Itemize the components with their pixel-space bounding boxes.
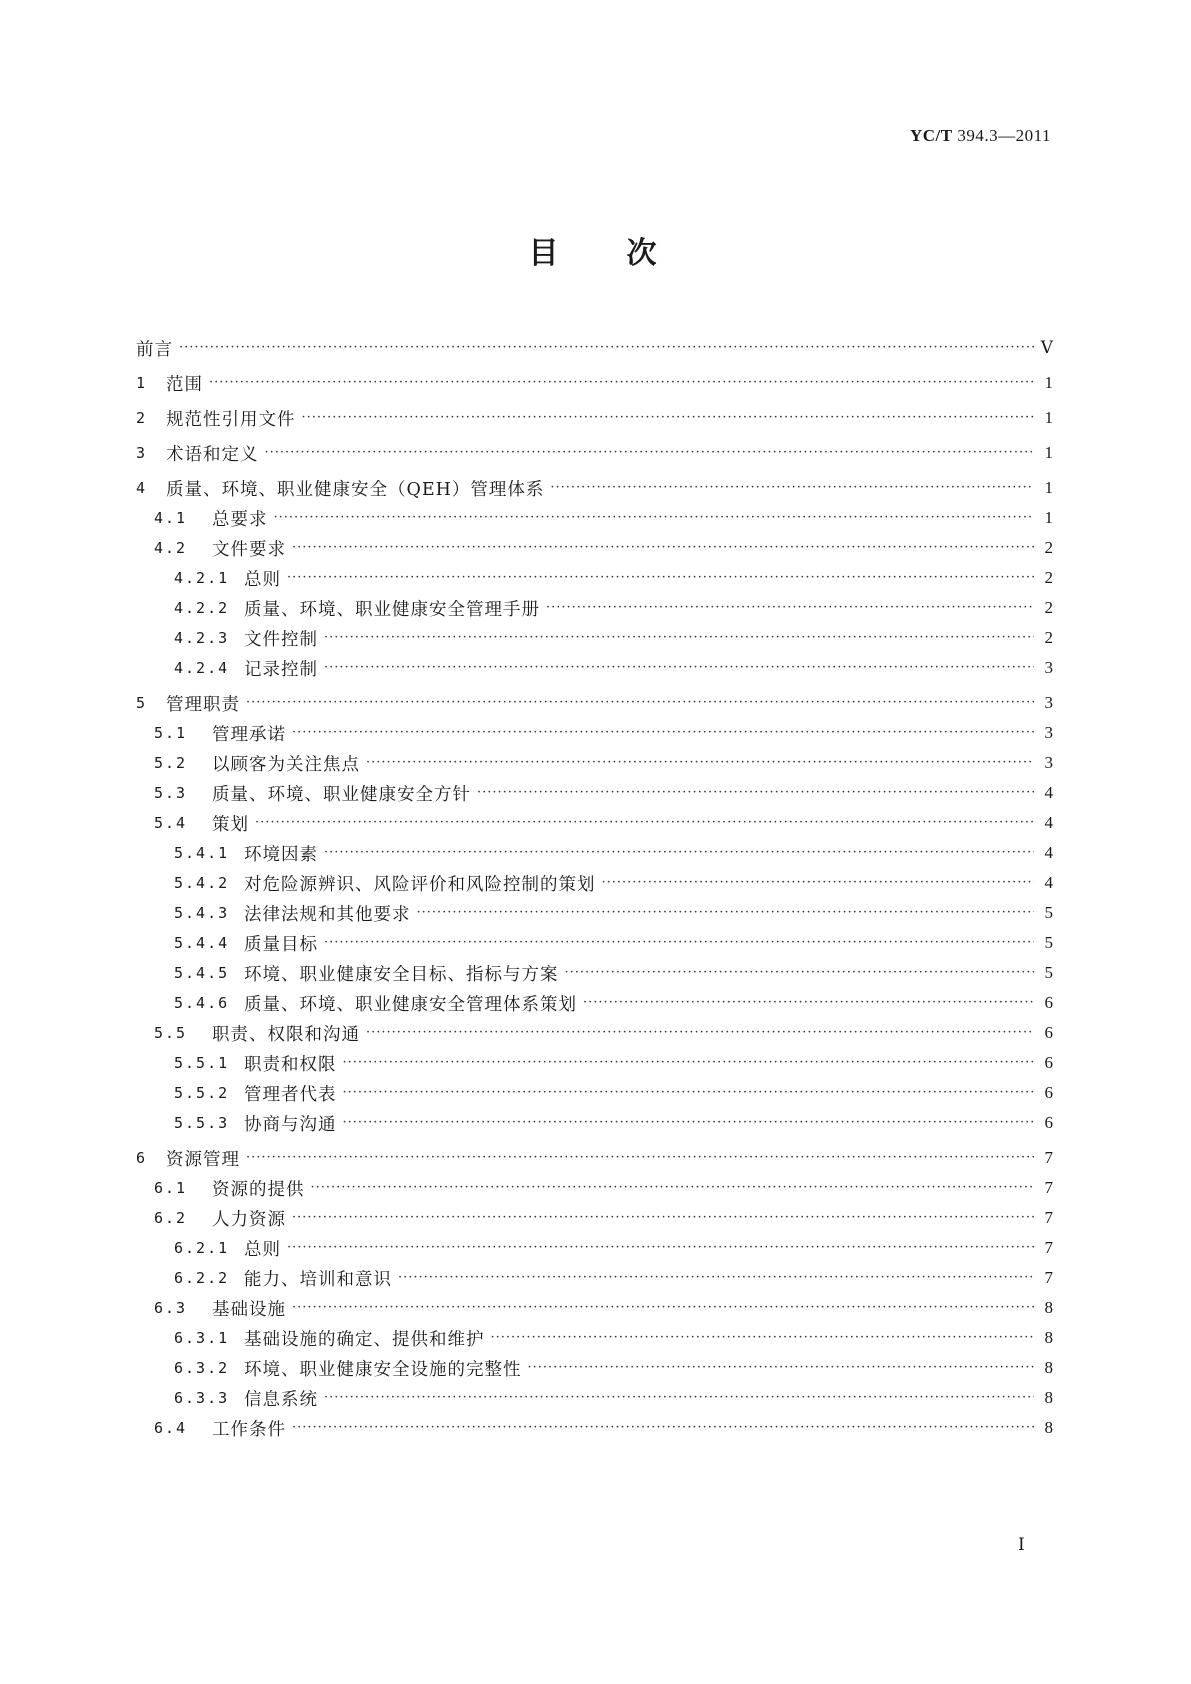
toc-entry-title: 法律法规和其他要求 <box>244 904 411 925</box>
title-char-1: 目 <box>528 236 565 271</box>
toc-entry-number: 4.2.4 <box>174 659 230 677</box>
toc-leader-dots <box>292 1295 1034 1321</box>
toc-entry-page: 1 <box>1044 478 1054 497</box>
toc-leader-dots <box>265 440 1035 466</box>
toc-entry-number: 5 <box>136 694 148 712</box>
toc-entry-title: 前言 <box>136 339 173 360</box>
toc-entry[interactable] <box>174 930 1054 956</box>
standard-code-number: 394.3—2011 <box>957 126 1051 145</box>
toc-leader-dots <box>324 930 1034 956</box>
toc-entry-title: 对危险源辨识、风险评价和风险控制的策划 <box>244 874 596 895</box>
toc-entry-title: 质量、环境、职业健康安全方针 <box>212 784 471 805</box>
toc-leader-dots <box>324 1385 1034 1411</box>
toc-entry-title: 管理者代表 <box>244 1084 337 1105</box>
toc-entry-number: 6.3 <box>154 1299 188 1317</box>
toc-entry[interactable] <box>174 840 1054 866</box>
toc-leader-dots <box>343 1080 1035 1106</box>
toc-leader-dots <box>246 690 1034 716</box>
toc-leader-dots <box>209 370 1034 396</box>
toc-entry-page: 1 <box>1044 443 1054 462</box>
toc-entry[interactable] <box>136 440 1054 466</box>
toc-entry-number: 6.4 <box>154 1419 188 1437</box>
toc-entry[interactable] <box>154 1175 1054 1201</box>
toc-entry-page: 4 <box>1044 783 1054 802</box>
title-char-2: 次 <box>626 236 663 271</box>
toc-entry-title: 以顾客为关注焦点 <box>212 754 360 775</box>
toc-entry-page: 1 <box>1044 408 1054 427</box>
toc-entry-number: 2 <box>136 409 148 427</box>
toc-leader-dots <box>528 1355 1035 1381</box>
toc-entry[interactable] <box>136 370 1054 396</box>
standard-code-prefix: YC/T <box>910 126 953 145</box>
toc-entry-number: 5.1 <box>154 724 188 742</box>
toc-leader-dots <box>302 405 1035 431</box>
toc-entry-page: 2 <box>1044 628 1054 647</box>
toc-leader-dots <box>274 505 1035 531</box>
toc-entry-title: 资源管理 <box>166 1149 240 1170</box>
toc-entry-page: 8 <box>1044 1418 1054 1437</box>
toc-entry-page: 4 <box>1044 843 1054 862</box>
toc-entry-page: 8 <box>1044 1328 1054 1347</box>
toc-entry-number: 6.2.2 <box>174 1269 230 1287</box>
toc-leader-dots <box>343 1110 1035 1136</box>
toc-leader-dots <box>343 1050 1035 1076</box>
toc-entry-number: 6.3.3 <box>174 1389 230 1407</box>
toc-entry-number: 4.2.3 <box>174 629 230 647</box>
toc-entry-title: 环境、职业健康安全目标、指标与方案 <box>244 964 559 985</box>
toc-entry-page: 2 <box>1044 538 1054 557</box>
toc-entry-title: 管理职责 <box>166 694 240 715</box>
toc-entry[interactable] <box>154 1205 1054 1231</box>
toc-entry-title: 质量目标 <box>244 934 318 955</box>
toc-entry-page: 3 <box>1044 658 1054 677</box>
toc-entry-title: 协商与沟通 <box>244 1114 337 1135</box>
toc-entry[interactable] <box>174 565 1054 591</box>
toc-entry-number: 6 <box>136 1149 148 1167</box>
toc-entry-page: 7 <box>1044 1238 1054 1257</box>
toc-entry-page: 2 <box>1044 568 1054 587</box>
toc-entry-page: 7 <box>1044 1268 1054 1287</box>
toc-entry-number: 5.4.2 <box>174 874 230 892</box>
toc-entry-number: 6.3.2 <box>174 1359 230 1377</box>
toc-leader-dots <box>366 1020 1034 1046</box>
toc-entry-number: 4.2.1 <box>174 569 230 587</box>
toc-entry-number: 6.2 <box>154 1209 188 1227</box>
toc-entry-number: 5.5.3 <box>174 1114 230 1132</box>
toc-leader-dots <box>287 565 1034 591</box>
toc-entry-number: 3 <box>136 444 148 462</box>
toc-leader-dots <box>292 1415 1034 1441</box>
toc-entry-title: 总则 <box>244 569 281 590</box>
toc-entry-number: 5.4.1 <box>174 844 230 862</box>
toc-leader-dots <box>417 900 1035 926</box>
toc-leader-dots <box>255 810 1034 836</box>
toc-leader-dots <box>398 1265 1034 1291</box>
toc-entry[interactable] <box>174 1110 1054 1136</box>
toc-entry-title: 管理承诺 <box>212 724 286 745</box>
toc-entry[interactable] <box>154 505 1054 531</box>
toc-entry-page: 7 <box>1044 1208 1054 1227</box>
toc-entry[interactable] <box>174 1385 1054 1411</box>
toc-entry-title: 记录控制 <box>244 659 318 680</box>
toc-entry-title: 文件要求 <box>212 539 286 560</box>
toc-entry-page: 1 <box>1044 373 1054 392</box>
toc-entry-number: 4.2 <box>154 539 188 557</box>
toc-leader-dots <box>565 960 1035 986</box>
toc-entry[interactable] <box>136 1145 1054 1171</box>
toc-entry-title: 范围 <box>166 374 203 395</box>
page-title <box>0 228 1191 272</box>
toc-leader-dots <box>246 1145 1034 1171</box>
toc-leader-dots <box>324 655 1034 681</box>
toc-leader-dots <box>602 870 1035 896</box>
toc-entry-title: 基础设施 <box>212 1299 286 1320</box>
toc-entry-title: 资源的提供 <box>212 1179 305 1200</box>
toc-entry-title: 质量、环境、职业健康安全（QEH）管理体系 <box>166 479 545 500</box>
toc-entry[interactable] <box>154 535 1054 561</box>
toc-entry[interactable] <box>174 960 1054 986</box>
toc-entry-title: 基础设施的确定、提供和维护 <box>244 1329 485 1350</box>
toc-leader-dots <box>550 475 1034 501</box>
toc-entry-number: 5.4.3 <box>174 904 230 922</box>
toc-entry[interactable] <box>174 1080 1054 1106</box>
toc-entry-page: 5 <box>1044 933 1054 952</box>
toc-entry-title: 总则 <box>244 1239 281 1260</box>
toc-entry-page: 8 <box>1044 1298 1054 1317</box>
toc-leader-dots <box>477 780 1034 806</box>
toc-entry[interactable] <box>174 990 1054 1016</box>
toc-leader-dots <box>546 595 1034 621</box>
toc-entry[interactable] <box>174 1265 1054 1291</box>
toc-entry-title: 文件控制 <box>244 629 318 650</box>
toc-entry-number: 4.2.2 <box>174 599 230 617</box>
toc-entry-title: 术语和定义 <box>166 444 259 465</box>
toc-entry[interactable] <box>154 750 1054 776</box>
toc-leader-dots <box>324 625 1034 651</box>
toc-entry-number: 6.1 <box>154 1179 188 1197</box>
footer-page-number: Ⅰ <box>1018 1535 1025 1554</box>
toc-leader-dots <box>324 840 1034 866</box>
toc-entry-page: 8 <box>1044 1358 1054 1377</box>
toc-entry[interactable] <box>154 780 1054 806</box>
toc-leader-dots <box>311 1175 1035 1201</box>
toc-entry-page: 1 <box>1044 508 1054 527</box>
toc-entry-title: 信息系统 <box>244 1389 318 1410</box>
toc-entry-title: 总要求 <box>212 509 268 530</box>
toc-entry-title: 环境、职业健康安全设施的完整性 <box>244 1359 522 1380</box>
toc-entry[interactable] <box>154 1020 1054 1046</box>
toc-entry[interactable] <box>154 1415 1054 1441</box>
toc-entry-page: 6 <box>1044 1023 1054 1042</box>
toc-entry-number: 1 <box>136 374 148 392</box>
toc-entry-page: 6 <box>1044 1083 1054 1102</box>
toc-entry[interactable] <box>136 690 1054 716</box>
toc-entry-title: 能力、培训和意识 <box>244 1269 392 1290</box>
toc-entry-number: 6.3.1 <box>174 1329 230 1347</box>
toc-entry[interactable] <box>174 900 1054 926</box>
toc-entry-number: 5.4.6 <box>174 994 230 1012</box>
toc-leader-dots <box>179 335 1034 361</box>
toc-leader-dots <box>292 1205 1034 1231</box>
toc-entry-title: 质量、环境、职业健康安全管理手册 <box>244 599 540 620</box>
toc-entry-page: 2 <box>1044 598 1054 617</box>
toc-entry-title: 职责和权限 <box>244 1054 337 1075</box>
toc-entry-title: 人力资源 <box>212 1209 286 1230</box>
toc-entry[interactable] <box>154 720 1054 746</box>
toc-entry-title: 规范性引用文件 <box>166 409 296 430</box>
toc-entry-page: 5 <box>1044 903 1054 922</box>
toc-entry-number: 5.5.1 <box>174 1054 230 1072</box>
toc-entry-page: 3 <box>1044 753 1054 772</box>
toc-entry-title: 质量、环境、职业健康安全管理体系策划 <box>244 994 577 1015</box>
toc-entry-title: 策划 <box>212 814 249 835</box>
toc-entry[interactable] <box>174 1050 1054 1076</box>
toc-entry-page: Ⅴ <box>1040 338 1054 357</box>
standard-code <box>910 126 1051 146</box>
toc-entry-number: 4.1 <box>154 509 188 527</box>
toc-entry[interactable] <box>174 1325 1054 1351</box>
toc-entry-number: 5.5 <box>154 1024 188 1042</box>
toc-entry-title: 工作条件 <box>212 1419 286 1440</box>
toc-entry[interactable] <box>174 595 1054 621</box>
toc-entry-page: 3 <box>1044 693 1054 712</box>
toc-entry-number: 5.4.4 <box>174 934 230 952</box>
toc-entry-page: 5 <box>1044 963 1054 982</box>
toc-leader-dots <box>366 750 1034 776</box>
toc-entry-page: 6 <box>1044 1053 1054 1072</box>
toc-entry-page: 6 <box>1044 1113 1054 1132</box>
toc-entry-number: 5.5.2 <box>174 1084 230 1102</box>
toc-leader-dots <box>491 1325 1035 1351</box>
toc-leader-dots <box>287 1235 1034 1261</box>
toc-entry-page: 4 <box>1044 813 1054 832</box>
toc-entry-page: 7 <box>1044 1178 1054 1197</box>
toc-entry[interactable] <box>136 475 1054 501</box>
toc-entry[interactable] <box>174 1235 1054 1261</box>
toc-entry-page: 8 <box>1044 1388 1054 1407</box>
toc-entry-title: 环境因素 <box>244 844 318 865</box>
toc-leader-dots <box>292 535 1034 561</box>
toc-entry-number: 6.2.1 <box>174 1239 230 1257</box>
toc-entry-title: 职责、权限和沟通 <box>212 1024 360 1045</box>
toc-entry[interactable] <box>136 405 1054 431</box>
toc-entry-number: 5.4.5 <box>174 964 230 982</box>
toc-entry[interactable] <box>154 1295 1054 1321</box>
toc-entry-number: 5.3 <box>154 784 188 802</box>
toc-leader-dots <box>292 720 1034 746</box>
toc-entry[interactable] <box>174 1355 1054 1381</box>
toc-entry-page: 4 <box>1044 873 1054 892</box>
toc-entry[interactable] <box>174 625 1054 651</box>
toc-entry-page: 3 <box>1044 723 1054 742</box>
toc-entry-number: 5.4 <box>154 814 188 832</box>
toc-leader-dots <box>583 990 1034 1016</box>
toc-entry-number: 4 <box>136 479 148 497</box>
toc-entry[interactable] <box>136 335 1054 361</box>
toc-entry[interactable] <box>154 810 1054 836</box>
toc-entry[interactable] <box>174 870 1054 896</box>
toc-entry-page: 6 <box>1044 993 1054 1012</box>
toc-entry-page: 7 <box>1044 1148 1054 1167</box>
toc-entry[interactable] <box>174 655 1054 681</box>
toc-entry-number: 5.2 <box>154 754 188 772</box>
